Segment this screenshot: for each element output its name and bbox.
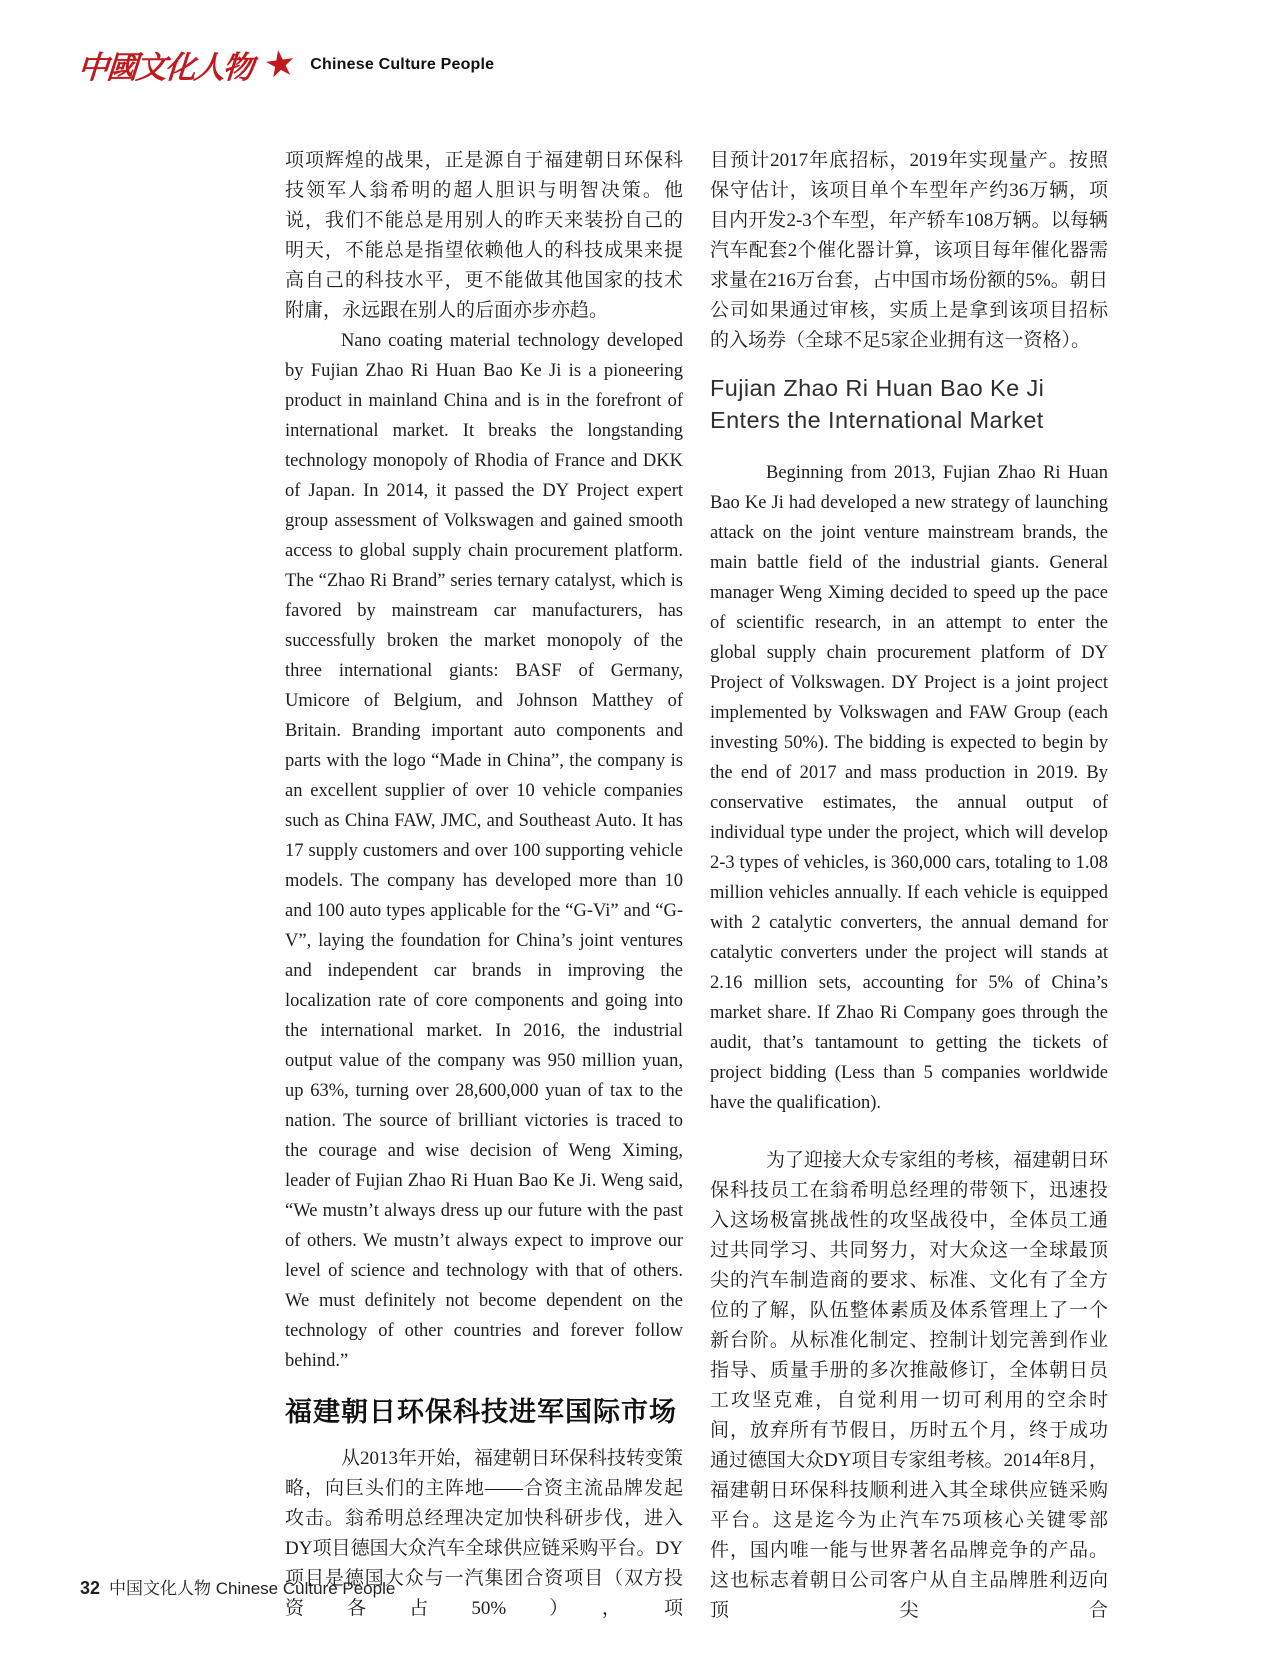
article-body xyxy=(285,146,1108,1626)
left-column xyxy=(285,146,683,1626)
page-number: 32 xyxy=(80,1578,101,1598)
star-icon: ★ xyxy=(261,41,299,87)
paragraph-cn-strategy: 从2013年开始，福建朝日环保科技转变策略，向巨头们的主阵地——合资主流品牌发起攻击。翁希明总经理决定加快科研步伐，进入DY项目德国大众汽车全球供应链采购平台。DY项目是德国大众与一汽集团合资项目（双方投资各占50%），项 xyxy=(285,1448,684,1619)
page-footer xyxy=(80,1574,395,1599)
brand-logo-english: Chinese Culture People xyxy=(310,55,495,73)
right-column xyxy=(710,146,1108,1626)
magazine-masthead xyxy=(78,42,494,87)
paragraph-en-beginning-2013: Beginning from 2013, Fujian Zhao Ri Huan Bao Ke Ji had developed a new strategy of launching attack on the joint venture mainstream brands, the main battle field of the industrial giants. General manager Weng Ximing decided to speed up the pace of scientific research, in an attempt to enter the global supply chain procurement platform of DY Project of Volkswagen. DY Project is a joint project implemented by Volkswagen and FAW Group (each investing 50%). The bidding is expected to begin by the end of 2017 and mass production in 2019. By conservative estimates, the annual output of individual type under the project, which will develop 2-3 types of vehicles, is 360,000 cars, totaling to 1.08 million vehicles annually. If each vehicle is equipped with 2 catalytic converters, the annual demand for catalytic converters under the project will stands at 2.16 million sets, accounting for 5% of China’s market share. If Zhao Ri Company goes through the audit, that’s tantamount to getting the tickets of project bidding (Less than 5 companies worldwide have the qualification). xyxy=(710,463,1108,1113)
section-heading-chinese: 福建朝日环保科技进军国际市场 xyxy=(285,1397,677,1427)
brand-logo-chinese: 中國文化人物 xyxy=(76,50,254,86)
section-heading-english: Fujian Zhao Ri Huan Bao Ke Ji Enters the International Market xyxy=(710,375,1045,433)
paragraph-cn-assessment: 为了迎接大众专家组的考核，福建朝日环保科技员工在翁希明总经理的带领下，迅速投入这场极富挑战性的攻坚战役中，全体员工通过共同学习、共同努力，对大众这一全球最顶尖的汽车制造商的要求、标准、文化有了全方位的了解，队伍整体素质及体系管理上了一个新台阶。从标准化制定、控制计划完善到作业指导、质量手册的多次推敲修订，全体朝日员工攻坚克难，自觉利用一切可利用的空余时间，放弃所有节假日，历时五个月，终于成功通过德国大众DY项目专家组考核。2014年8月，福建朝日环保科技顺利进入其全球供应链采购平台。这是迄今为止汽车75项核心关键零部件，国内唯一能与世界著名品牌竞争的产品。这也标志着朝日公司客户从自主品牌胜利迈向顶尖合 xyxy=(710,1150,1109,1621)
footer-journal-title: 中国文化人物 Chinese Culture People xyxy=(109,1579,396,1598)
paragraph-en-nano-technology: Nano coating material technology developed by Fujian Zhao Ri Huan Bao Ke Ji is a pioneering product in mainland China and is in the forefront of international market. It breaks the longstanding technology monopoly of Rhodia of France and DKK of Japan. In 2014, it passed the DY Project expert group assessment of Volkswagen and gained smooth access to global supply chain procurement platform. The “Zhao Ri Brand” series ternary catalyst, which is favored by mainstream car manufacturers, has successfully broken the market monopoly of the three international giants: BASF of Germany, Umicore of Belgium, and Johnson Matthey of Britain. Branding important auto components and parts with the logo “Made in China”, the company is an excellent supplier of over 10 vehicle companies such as China FAW, JMC, and Southeast Auto. It has 17 supply customers and over 100 supporting vehicle models. The company has developed more than 10 and 100 auto types applicable for the “G-Vi” and “G-V”, laying the foundation for China’s joint ventures and independent car brands in improving the localization rate of core components and going into the international market. In 2016, the industrial output value of the company was 950 million yuan, up 63%, turning over 28,600,000 yuan of tax to the nation. The source of brilliant victories is traced to the courage and wise decision of Weng Ximing, leader of Fujian Zhao Ri Huan Bao Ke Ji. Weng said, “We mustn’t always dress up our future with the past of others. We mustn’t always expect to improve our level of science and technology with that of others. We must definitely not become dependent on the technology of other countries and forever follow behind.” xyxy=(285,331,683,1371)
paragraph-cn-continued: 项项辉煌的战果，正是源自于福建朝日环保科技领军人翁希明的超人胆识与明智决策。他说，我们不能总是用别人的昨天来装扮自己的明天，不能总是指望依赖他人的科技成果来提高自己的科技水平，更不能做其他国家的技术附庸，永远跟在别人的后面亦步亦趋。 xyxy=(285,150,683,321)
paragraph-cn-project-continued: 目预计2017年底招标，2019年实现量产。按照保守估计，该项目单个车型年产约36万辆，项目内开发2-3个车型，年产轿车108万辆。以每辆汽车配套2个催化器计算，该项目每年催化器需求量在216万台套，占中国市场份额的5%。朝日公司如果通过审核，实质上是拿到该项目招标的入场券（全球不足5家企业拥有这一资格）。 xyxy=(710,150,1108,351)
